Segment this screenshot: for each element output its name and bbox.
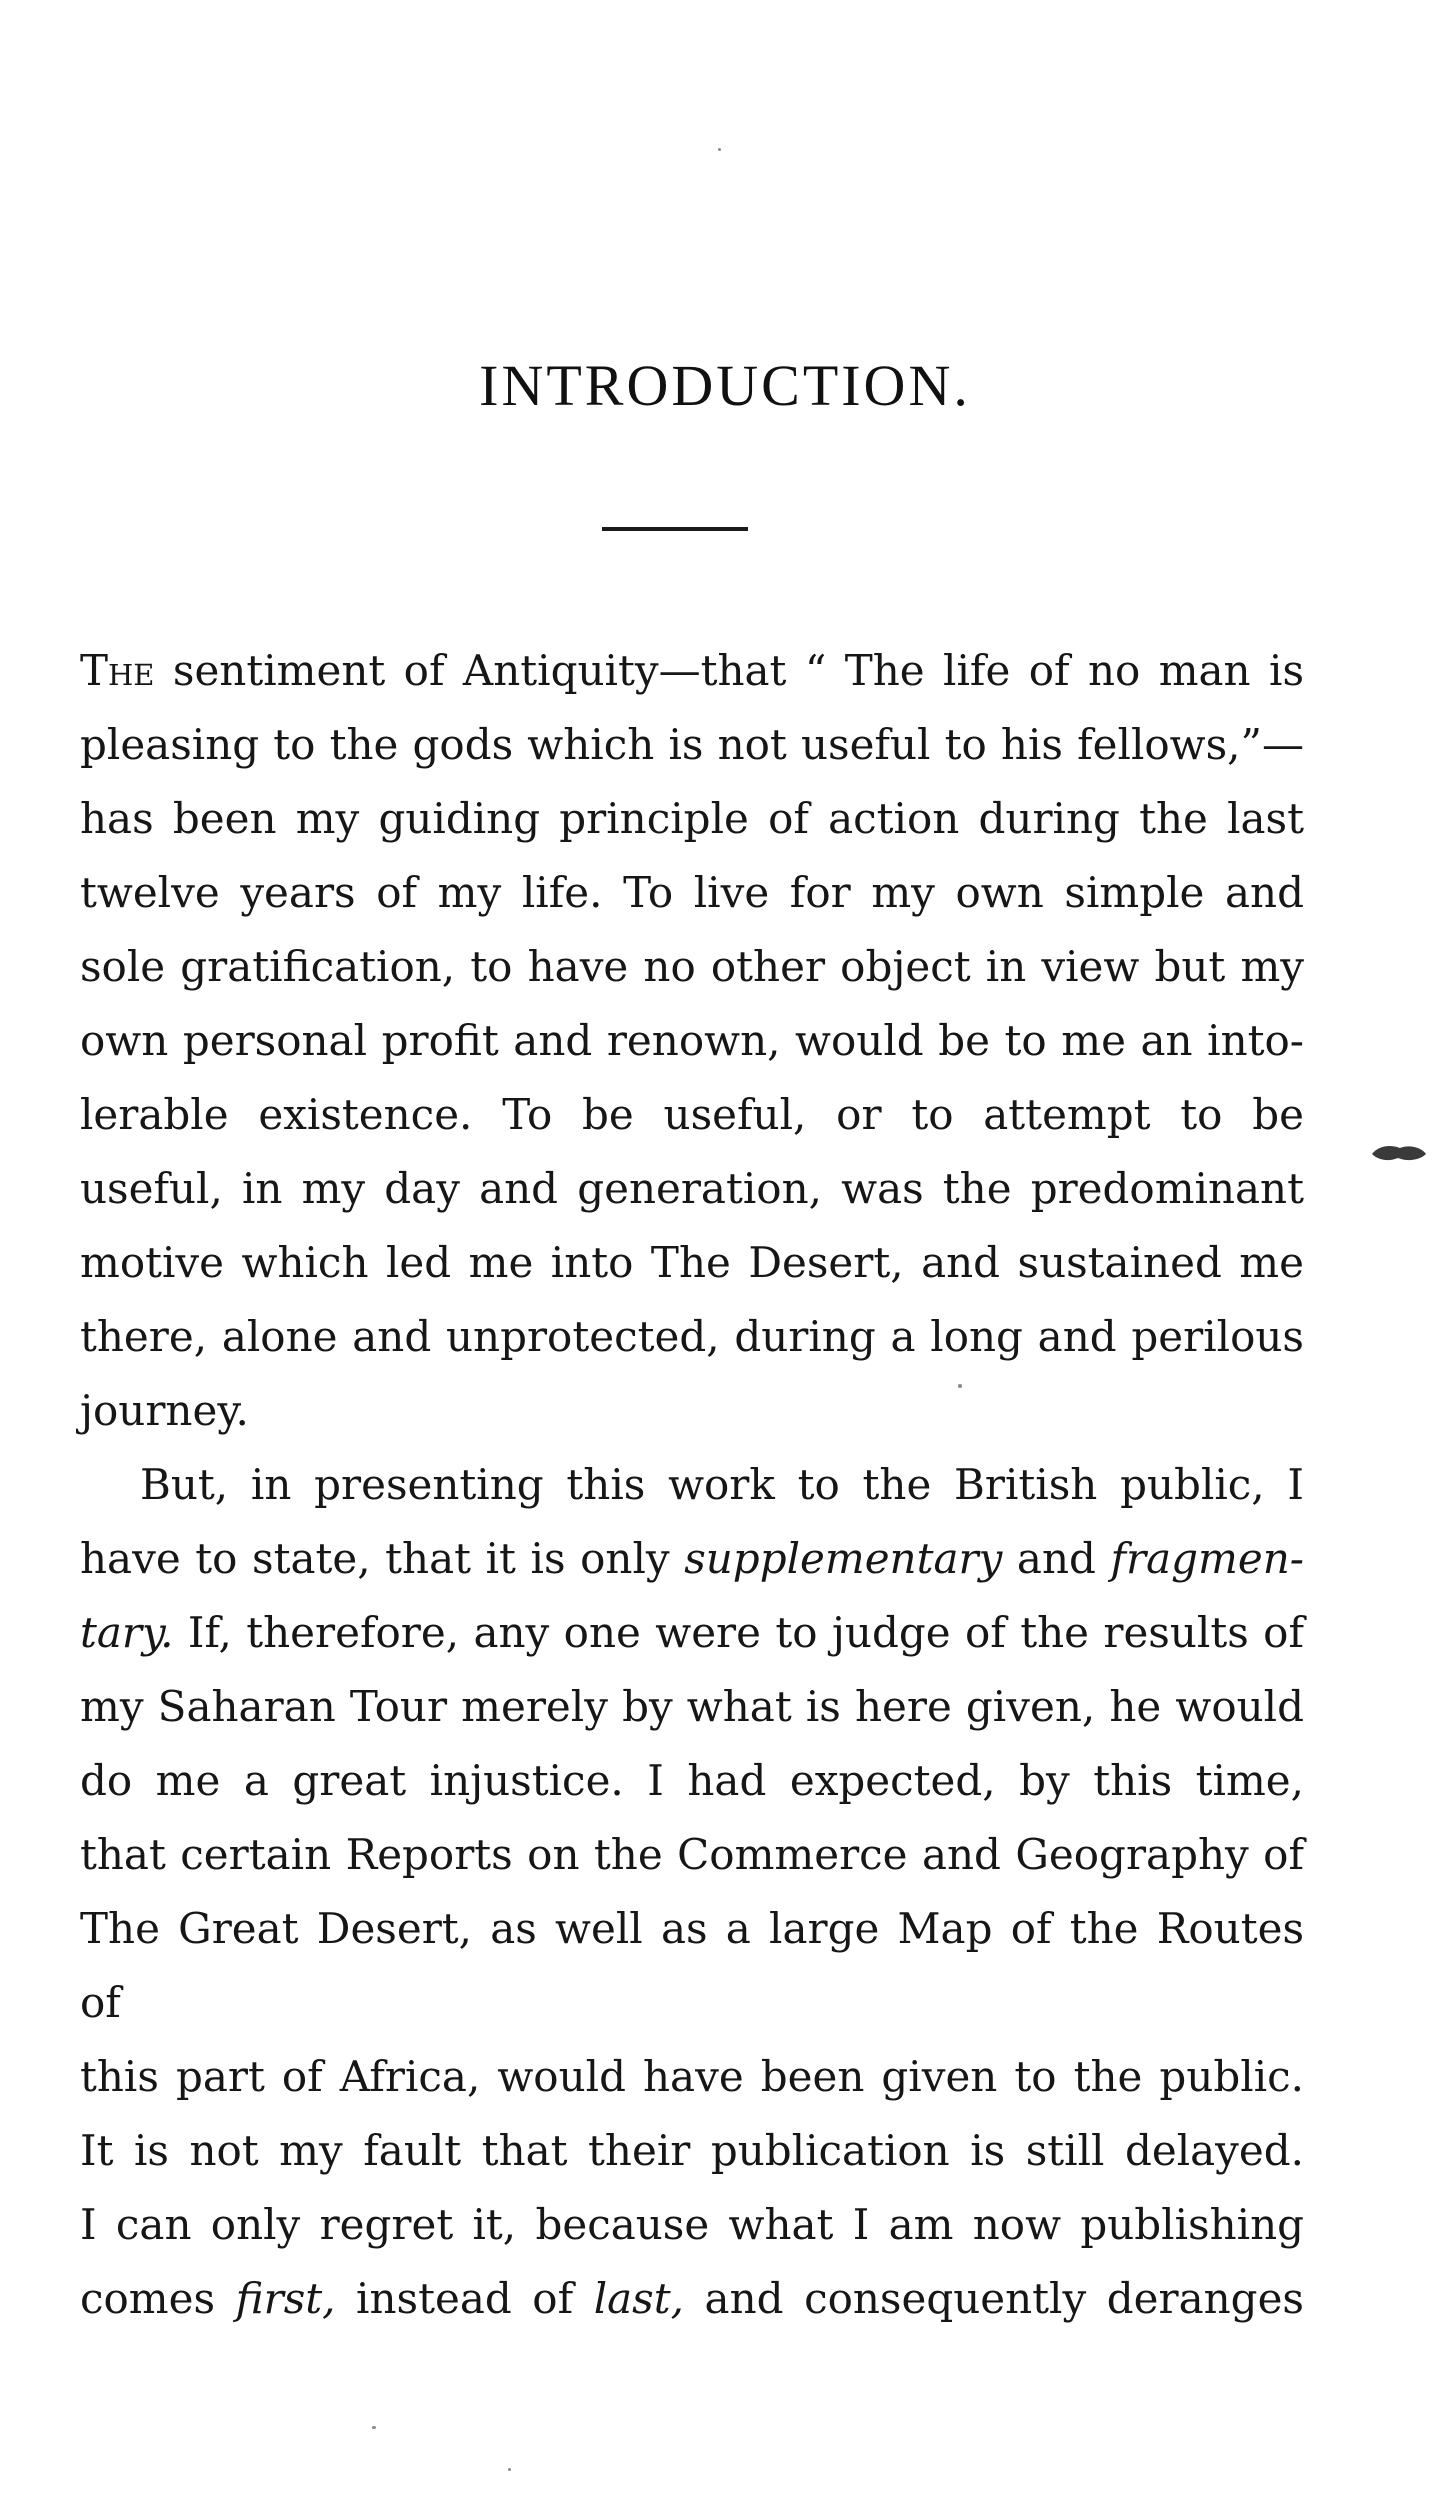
paragraph1-line4: twelve years of my life. To live for my own simple and bbox=[80, 868, 1304, 917]
paragraph1-line7: lerable existence. To be useful, or to attempt to be bbox=[80, 1090, 1304, 1139]
scan-speck bbox=[372, 2426, 376, 2429]
scan-speck bbox=[718, 148, 721, 151]
paragraph1-line9: motive which led me into The Desert, and sustained me bbox=[80, 1238, 1304, 1287]
paragraph1-line2: pleasing to the gods which is not useful to his fellows,”— bbox=[80, 720, 1304, 769]
italic-first: first, bbox=[235, 2274, 336, 2323]
paragraph2-line1: But, in presenting this work to the British public, I bbox=[140, 1460, 1304, 1509]
chapter-title: INTRODUCTION. bbox=[479, 353, 971, 418]
paragraph2-line3: tary. If, therefore, any one were to judge of the results of bbox=[80, 1608, 1304, 1657]
paragraph1-line1: The sentiment of Antiquity—that “ The life of no man is bbox=[80, 646, 1304, 695]
paragraph2-line5: do me a great injustice. I had expected, by this time, bbox=[80, 1756, 1304, 1805]
paragraph1-line6: own personal profit and renown, would be to me an into- bbox=[80, 1016, 1304, 1065]
paragraph1-line10: there, alone and unprotected, during a long and perilous bbox=[80, 1312, 1304, 1361]
paragraph1-line11: journey. bbox=[80, 1386, 249, 1435]
paragraph2-line10: I can only regret it, because what I am now publishing bbox=[80, 2200, 1304, 2249]
paragraph2-line8: this part of Africa, would have been given to the public. bbox=[80, 2052, 1304, 2101]
paragraph1-line5: sole gratification, to have no other object in view but my bbox=[80, 942, 1304, 991]
paragraph1-line8: useful, in my day and generation, was the predominant bbox=[80, 1164, 1304, 1213]
italic-supplementary: supplementary bbox=[684, 1534, 1003, 1583]
paragraph2-line4: my Saharan Tour merely by what is here given, he would bbox=[80, 1682, 1304, 1731]
paragraph2-line9: It is not my fault that their publication is still delayed. bbox=[80, 2126, 1304, 2175]
ink-blot-mark bbox=[1370, 1142, 1428, 1164]
scan-speck bbox=[508, 2468, 511, 2471]
paragraph2-line2: have to state, that it is only supplementary and fragmen- bbox=[80, 1534, 1304, 1583]
paragraph2-line11: comes first, instead of last, and consequently deranges bbox=[80, 2274, 1304, 2323]
lead-word: The bbox=[80, 646, 155, 695]
italic-last: last, bbox=[593, 2274, 684, 2323]
paragraph2-line6: that certain Reports on the Commerce and Geography of bbox=[80, 1830, 1304, 1879]
body-text bbox=[80, 634, 1304, 2336]
scan-speck bbox=[958, 1384, 962, 1388]
paragraph1-line3: has been my guiding principle of action during the last bbox=[80, 794, 1304, 843]
italic-fragmentary: fragmen- bbox=[1110, 1534, 1304, 1583]
paragraph2-line7: The Great Desert, as well as a large Map of the Routes of bbox=[80, 1904, 1304, 2027]
title-rule bbox=[602, 527, 748, 531]
